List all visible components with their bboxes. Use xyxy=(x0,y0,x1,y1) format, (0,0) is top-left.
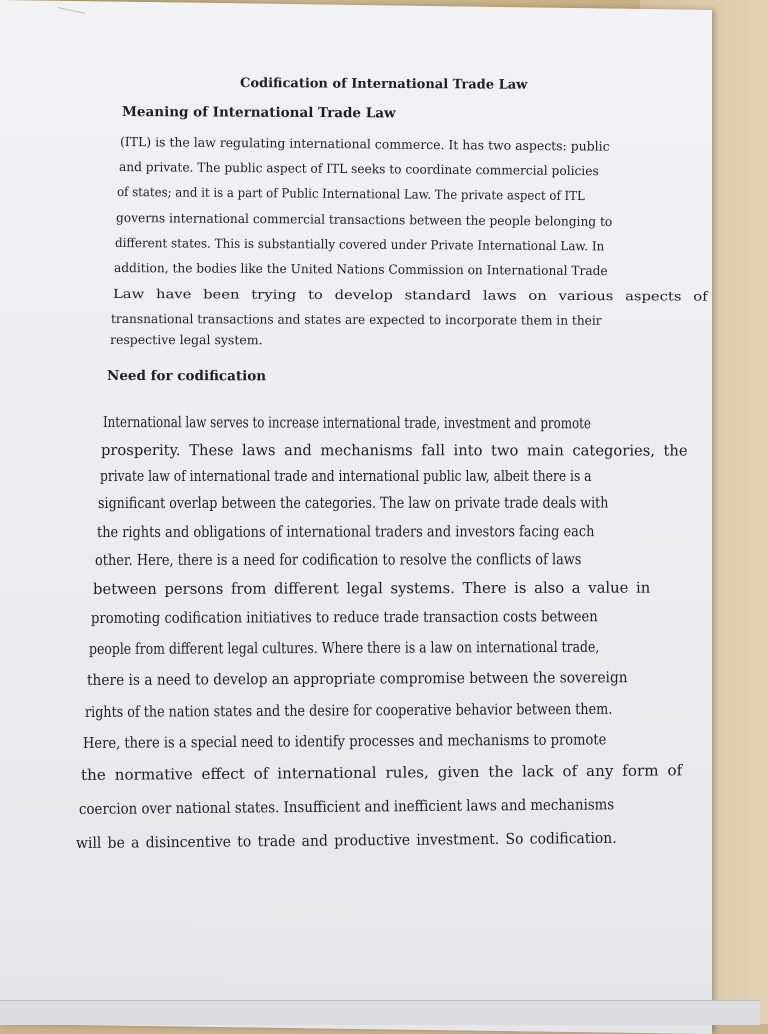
paragraph-line: and private. The public aspect of ITL seeks to coordinate commercial policies xyxy=(118,159,599,179)
paragraph-line: promoting codification initiatives to reduce trade transaction costs between xyxy=(90,607,598,627)
paragraph-line: Law have been trying to develop standard laws on various aspects of xyxy=(112,286,708,304)
paragraph-line: other. Here, there is a need for codification to resolve the conflicts of laws xyxy=(94,550,582,569)
document-title: Codification of International Trade Law xyxy=(239,76,528,93)
paragraph-line: different states. This is substantially covered under Private International Law. In xyxy=(114,235,605,254)
paragraph-line: the rights and obligations of international traders and investors facing each xyxy=(96,522,595,541)
paragraph-line: addition, the bodies like the United Nations Commission on International Trade xyxy=(113,260,608,279)
paragraph-line: private law of international trade and international public law, albeit there is a xyxy=(100,467,592,485)
paragraph-line: (ITL) is the law regulating international commerce. It has two aspects: public xyxy=(119,134,610,154)
paragraph-line: of states; and it is a part of Public International Law. The private aspect of ITL xyxy=(116,184,585,204)
paragraph-line: prosperity. These laws and mechanisms fall into two main categories, the xyxy=(100,441,688,460)
section-heading-need: Need for codification xyxy=(106,368,267,385)
paragraph-line: there is a need to develop an appropriate compromise between the sovereign xyxy=(86,668,628,689)
paragraph-line: significant overlap between the categories. The law on private trade deals with xyxy=(97,493,609,512)
paragraph-line: will be a disincentive to trade and productive investment. So codification. xyxy=(75,828,617,852)
paragraph-line: coercion over national states. Insufficient and inefficient laws and mechanisms xyxy=(78,795,615,818)
paragraph-line: governs international commercial transactions between the people belonging to xyxy=(115,210,613,229)
section-heading-meaning: Meaning of International Trade Law xyxy=(121,104,396,122)
paragraph-line: between persons from different legal systems. There is also a value in xyxy=(92,578,651,598)
paragraph-line: people from different legal cultures. Where there is a law on international trade, xyxy=(88,637,600,658)
paragraph-line: the normative effect of international rules, given the lack of any form of xyxy=(80,761,683,784)
paragraph-line: rights of the nation states and the desire for cooperative behavior between them. xyxy=(84,699,613,721)
paragraph-line: Here, there is a special need to identify processes and mechanisms to promote xyxy=(82,730,607,752)
paragraph-line: respective legal system. xyxy=(109,332,263,348)
paragraph-line: International law serves to increase international trade, investment and promote xyxy=(102,413,591,433)
paragraph-line: transnational transactions and states are expected to incorporate them in their xyxy=(110,311,602,328)
